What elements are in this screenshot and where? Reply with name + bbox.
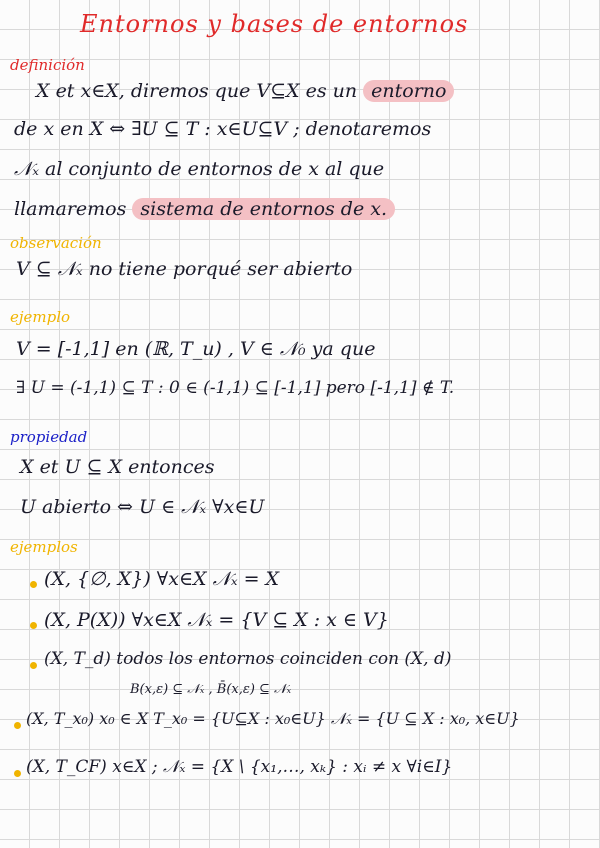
- ejemplos-item-1: (X, {∅, X}) ∀x∈X 𝒩ₓ = X: [44, 568, 280, 590]
- definicion-heading: definición: [10, 56, 85, 74]
- bullet-icon: [14, 770, 21, 777]
- page-title: Entornos y bases de entornos: [80, 10, 469, 38]
- bullet-icon: [30, 662, 37, 669]
- ejemplos-item-3: (X, T_d) todos los entornos coinciden con (X, d): [44, 649, 452, 669]
- observacion-line-1: V ⊆ 𝒩ₓ no tiene porqué ser abierto: [16, 258, 353, 280]
- propiedad-heading: propiedad: [10, 428, 88, 446]
- bullet-icon: [30, 622, 37, 629]
- definicion-line-2: de x en X ⇔ ∃U ⊆ T : x∈U⊆V ; denotaremos: [14, 118, 432, 140]
- ejemplos-item-4: (X, T_x₀) x₀ ∈ X T_x₀ = {U⊆X : x₀∈U} 𝒩ₓ = {U ⊆ X : x₀, x∈U}: [26, 709, 520, 728]
- definicion-line-3: 𝒩ₓ al conjunto de entornos de x al que: [14, 158, 385, 180]
- ejemplo-line-2: ∃ U = (-1,1) ⊆ T : 0 ∈ (-1,1) ⊆ [-1,1] pero [-1,1] ∉ T.: [16, 378, 455, 398]
- bullet-icon: [30, 581, 37, 588]
- propiedad-line-2: U abierto ⇔ U ∈ 𝒩ₓ ∀x∈U: [20, 496, 265, 518]
- highlight-sistema: sistema de entornos de x.: [132, 198, 395, 220]
- definicion-line-4: [14, 198, 395, 220]
- ejemplos-item-5: (X, T_CF) x∈X ; 𝒩ₓ = {X \ {x₁,…, xₖ} : xᵢ ≠ x ∀i∈I}: [26, 757, 453, 777]
- definicion-line-1: [36, 80, 454, 102]
- ejemplos-heading: ejemplos: [10, 538, 78, 556]
- highlight-entorno: entorno: [363, 80, 454, 102]
- propiedad-line-1: X et U ⊆ X entonces: [20, 456, 215, 478]
- definicion-line-4-text: llamaremos: [14, 198, 127, 220]
- ejemplos-item-2: (X, P(X)) ∀x∈X 𝒩ₓ = {V ⊆ X : x ∈ V}: [44, 609, 389, 631]
- observacion-heading: observación: [10, 234, 102, 252]
- definicion-line-1-text: X et x∈X, diremos que V⊆X es un: [36, 80, 358, 102]
- ejemplo-line-1: V = [-1,1] en (ℝ, T_u) , V ∈ 𝒩₀ ya que: [16, 338, 376, 360]
- ejemplos-sub-note: B(x,ε) ⊆ 𝒩ₓ , B̄(x,ε) ⊆ 𝒩ₓ: [130, 682, 292, 697]
- bullet-icon: [14, 722, 21, 729]
- ejemplo-heading: ejemplo: [10, 308, 71, 326]
